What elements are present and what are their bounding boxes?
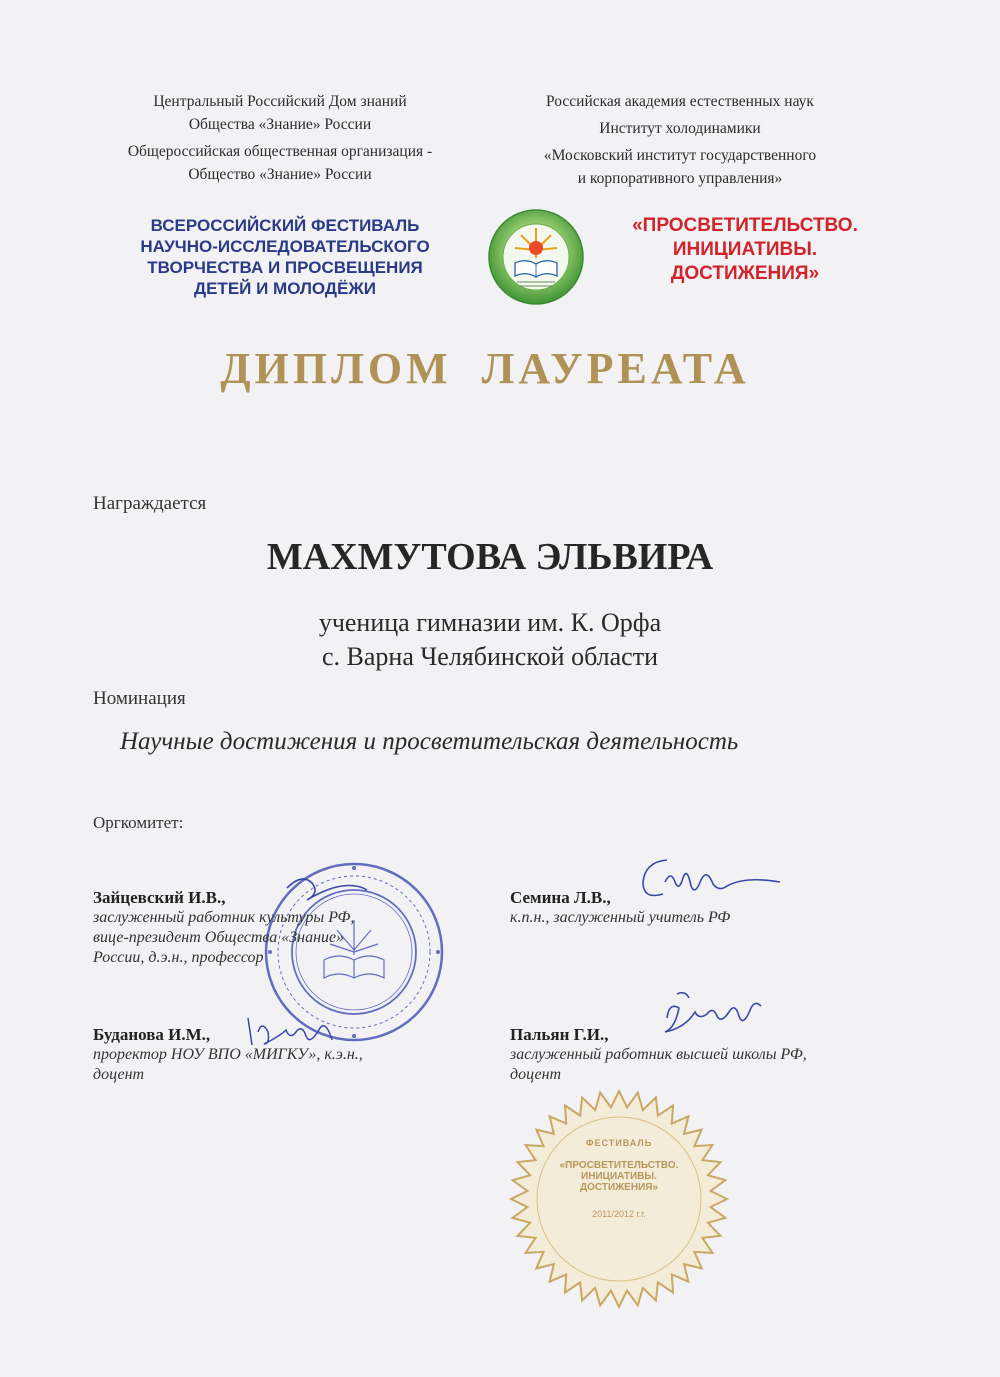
recipient-description [0,606,980,674]
header-right-line: Российская академия естественных наук [546,93,814,110]
header-left-line: Общество «Знание» России [188,166,372,183]
header-right-orgs [480,90,880,190]
nomination-value: Научные достижения и просветительская деятельность [120,728,739,755]
awarded-label: Награждается [93,493,207,514]
signatory-desc-line: доцент [510,1066,562,1083]
header-right-line: «Московский институт государственного [543,147,817,164]
header-left-line: Общероссийская общественная организация - [127,143,433,160]
festival-name [95,215,475,299]
signature-2-icon [635,852,785,910]
festival-seal [508,1088,730,1310]
recipient-name: МАХМУТОВА ЭЛЬВИРА [266,536,714,578]
festival-slogan-line: «ПРОСВЕТИТЕЛЬСТВО. [632,215,858,236]
recipient-location: с. Варна Челябинской области [322,642,658,671]
seal-line: ИНИЦИАТИВЫ. [581,1171,657,1182]
header-right-line: и корпоративного управления» [577,170,783,187]
signatory-desc-line: заслуженный работник культуры РФ, [93,909,355,926]
signatory-desc-line: России, д.э.н., профессор [93,949,264,966]
diploma-title: ДИПЛОМ ЛАУРЕАТА [220,344,750,393]
seal-line: «ПРОСВЕТИТЕЛЬСТВО. [559,1160,679,1171]
signatory-desc-line: вице-президент Общества «Знание» [93,929,345,946]
seal-line: 2011/2012 г.г. [592,1209,646,1219]
signatory-desc-line: проректор НОУ ВПО «МИГКУ», к.э.н., [93,1046,363,1063]
signatory-desc-line: заслуженный работник высшей школы РФ, [510,1046,807,1063]
signatory-desc-line: доцент [93,1066,145,1083]
header-left-orgs [85,90,475,186]
signatory-name: Зайцевский И.В., [93,888,226,907]
seal-text [508,1138,730,1219]
committee-label: Оргкомитет: [93,813,184,832]
nomination-label: Номинация [93,688,186,709]
seal-line: ФЕСТИВАЛЬ [585,1138,653,1148]
signatory-name: Семина Л.В., [510,888,611,907]
signature-3-icon [240,1010,340,1055]
signatory-name: Пальян Г.И., [510,1025,609,1044]
festival-name-line: ДЕТЕЙ И МОЛОДЁЖИ [193,279,376,298]
header-left-line: Общества «Знание» России [188,116,372,133]
festival-emblem-icon [487,208,585,306]
signature-4-icon [655,988,765,1040]
festival-slogan-line: ДОСТИЖЕНИЯ» [670,263,820,284]
festival-name-line: ТВОРЧЕСТВА И ПРОСВЕЩЕНИЯ [147,258,423,277]
signature-1-icon [282,868,372,918]
signatory-name: Буданова И.М., [93,1025,211,1044]
header-right-line: Институт холодинамики [599,120,761,137]
header-left-line: Центральный Российский Дом знаний [153,93,407,110]
signatory-desc-line: к.п.н., заслуженный учитель РФ [510,909,731,926]
festival-name-line: ВСЕРОССИЙСКИЙ ФЕСТИВАЛЬ [150,216,420,235]
seal-line: ДОСТИЖЕНИЯ» [579,1182,659,1193]
festival-slogan [590,214,900,286]
festival-slogan-line: ИНИЦИАТИВЫ. [672,239,818,260]
festival-name-line: НАУЧНО-ИССЛЕДОВАТЕЛЬСКОГО [140,237,430,256]
recipient-school: ученица гимназии им. К. Орфа [318,608,662,637]
